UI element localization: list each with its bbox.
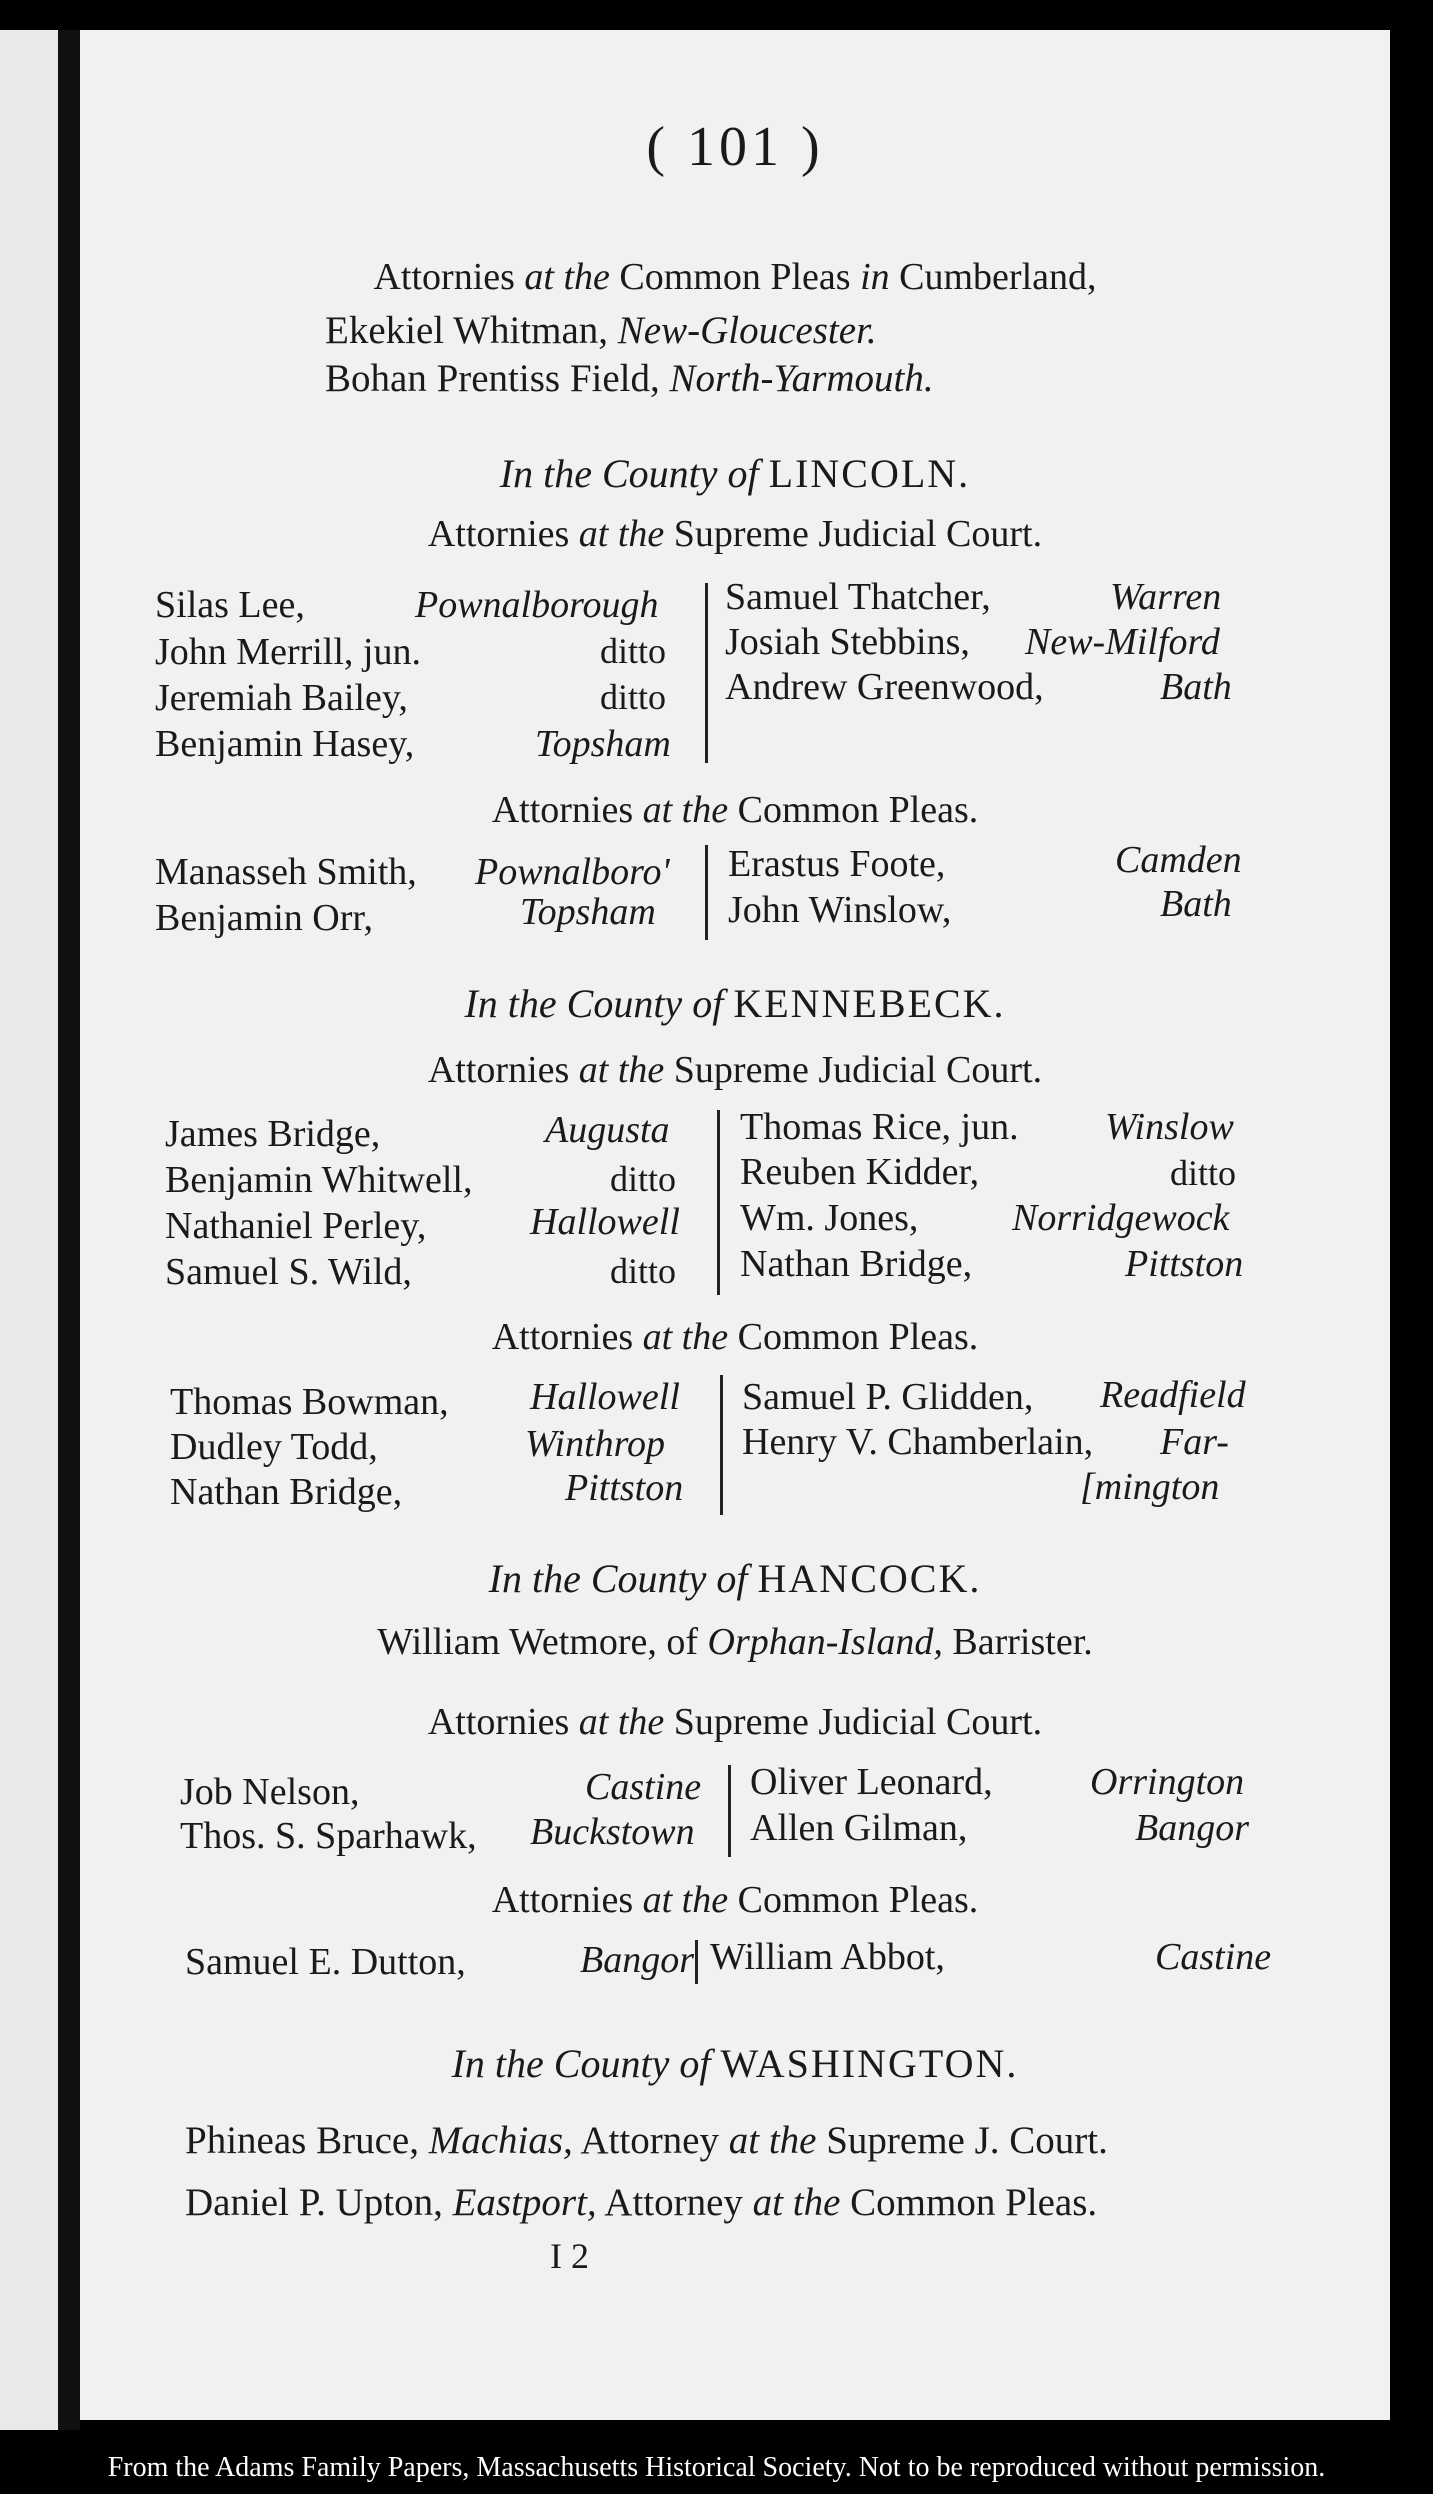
kennebeck-cp-heading: Attornies at the Common Pleas. [491,1316,979,1358]
attorney-place: Castine [1155,1936,1272,1978]
attorney-name: Reuben Kidder, [740,1151,980,1193]
attorney-place: Buckstown [530,1811,695,1853]
attorney-place: Bangor [1135,1807,1249,1849]
attorney-place: ditto [600,677,667,717]
attorney-name: James Bridge, [165,1113,381,1155]
page-number: ( 101 ) [646,116,824,178]
attorney-place: Bath [1160,883,1232,925]
attorney-name: John Merrill, jun. [155,631,421,673]
kennebeck-sjc-heading: Attornies at the Supreme Judicial Court. [427,1049,1043,1091]
attorney-place: Topsham [535,723,671,765]
attorney-name: Thomas Bowman, [170,1381,449,1423]
cumberland-entry: Ekekiel Whitman, New-Gloucester. [325,309,877,352]
attorney-name: Thos. S. Sparhawk, [180,1815,477,1857]
attorney-place: ditto [1170,1153,1237,1193]
attorney-place: Far- [1160,1421,1229,1463]
attorney-place: Winthrop [525,1423,666,1465]
attorney-place: Camden [1115,839,1242,881]
attorney-place: Bangor [580,1939,694,1981]
column-divider [717,1110,720,1295]
attorney-name: Samuel Thatcher, [725,576,991,618]
copyright-notice: From the Adams Family Papers, Massachusetts Historical Society. Not to be reproduced without permission. [107,2452,1326,2483]
lincoln-sjc-heading: Attornies at the Supreme Judicial Court. [427,513,1043,555]
attorney-place: Pownalboro' [475,851,670,893]
signature-mark: I 2 [550,2236,589,2276]
hancock-county-heading: In the County of HANCOCK. [488,1556,982,1601]
washington-county-heading: In the County of WASHINGTON. [451,2041,1019,2086]
book-page [80,30,1390,2420]
attorney-name: John Winslow, [728,889,952,931]
attorney-place: Hallowell [530,1376,680,1418]
attorney-place: Bath [1160,666,1232,708]
attorney-name: Andrew Greenwood, [725,666,1044,708]
attorney-name: Thomas Rice, jun. [740,1106,1019,1148]
kennebeck-county-heading: In the County of KENNEBECK. [464,981,1006,1026]
cumberland-cp-heading: Attornies at the Common Pleas in Cumberland, [373,256,1097,298]
attorney-place: Pittston [565,1467,684,1509]
attorney-name: Benjamin Whitwell, [165,1159,473,1201]
attorney-name: Allen Gilman, [750,1807,968,1849]
attorney-place: ditto [610,1159,677,1199]
lincoln-county-heading: In the County of LINCOLN. [499,451,971,496]
attorney-name: Samuel P. Glidden, [742,1376,1034,1418]
attorney-place: Winslow [1105,1106,1234,1148]
attorney-name: William Abbot, [710,1936,945,1978]
attorney-place: Augusta [545,1109,670,1151]
column-divider [695,1940,698,1984]
column-divider [705,845,708,940]
attorney-place: Pittston [1125,1243,1244,1285]
attorney-name: Henry V. Chamberlain, [742,1421,1094,1463]
hancock-sjc-heading: Attornies at the Supreme Judicial Court. [427,1701,1043,1743]
attorney-name: Job Nelson, [180,1771,360,1813]
column-divider [705,583,708,763]
attorney-name: Dudley Todd, [170,1426,378,1468]
attorney-place: Norridgewock [1012,1197,1230,1239]
attorney-place-continued: [mington [1080,1466,1220,1508]
attorney-name: Manasseh Smith, [155,851,417,893]
attorney-place: New-Milford [1025,621,1220,663]
attorney-name: Samuel E. Dutton, [185,1941,466,1983]
column-divider [720,1375,723,1515]
cumberland-entry: Bohan Prentiss Field, North-Yarmouth. [325,357,934,400]
attorney-name: Benjamin Orr, [155,897,373,939]
attorney-place: Orrington [1090,1761,1245,1803]
washington-attorney: Phineas Bruce, Machias, Attorney at the Supreme J. Court. [185,2119,1108,2162]
column-divider [728,1765,731,1857]
attorney-place: ditto [610,1251,677,1291]
attorney-name: Josiah Stebbins, [725,621,970,663]
attorney-name: Nathan Bridge, [740,1243,973,1285]
facing-page-edge [0,30,58,2430]
attorney-name: Jeremiah Bailey, [155,677,408,719]
attorney-place: Topsham [520,891,656,933]
hancock-cp-heading: Attornies at the Common Pleas. [491,1879,979,1921]
attorney-name: Benjamin Hasey, [155,723,415,765]
attorney-place: Warren [1110,576,1222,618]
book-gutter [58,30,80,2430]
attorney-name: Wm. Jones, [740,1197,919,1239]
attorney-place: Pownalborough [415,584,659,626]
attorney-place: Readfield [1100,1374,1246,1416]
attorney-name: Samuel S. Wild, [165,1251,412,1293]
attorney-name: Oliver Leonard, [750,1761,993,1803]
attorney-place: ditto [600,631,667,671]
attorney-name: Nathan Bridge, [170,1471,403,1513]
attorney-name: Erastus Foote, [728,843,946,885]
attorney-place: Hallowell [530,1201,680,1243]
attorney-name: Nathaniel Perley, [165,1205,427,1247]
washington-attorney: Daniel P. Upton, Eastport, Attorney at the Common Pleas. [185,2181,1098,2224]
hancock-barrister: William Wetmore, of Orphan-Island, Barrister. [377,1621,1093,1663]
attorney-place: Castine [585,1766,702,1808]
attorney-name: Silas Lee, [155,584,305,626]
lincoln-cp-heading: Attornies at the Common Pleas. [491,789,979,831]
